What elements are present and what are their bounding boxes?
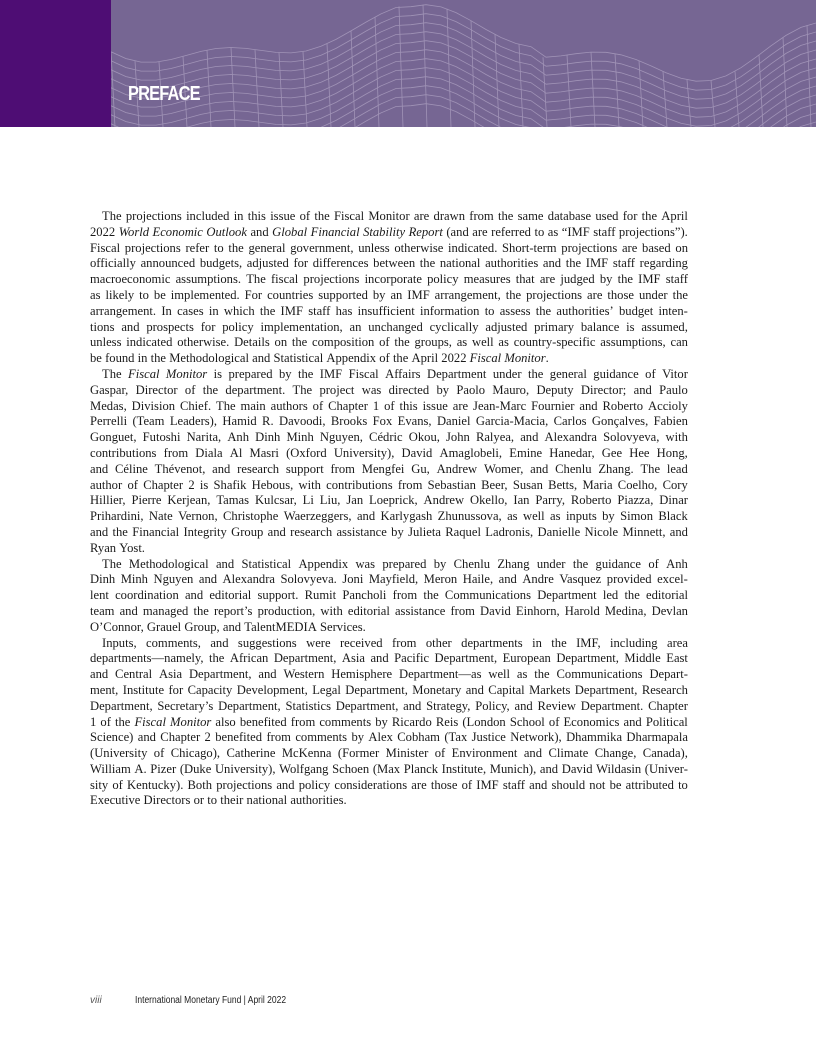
text-line: Dinh Minh Nguyen and Alexandra Solovyeva. Joni Mayfield, Meron Haile, and Andre Vasquez provided excel- <box>90 572 688 587</box>
text-line: be found in the Methodological and Statistical Appendix of the April 2022 Fiscal Monitor. <box>90 351 549 366</box>
paragraph <box>90 367 688 557</box>
wireframe-mesh-graphic <box>111 0 816 127</box>
text-line: lent coordination and editorial support. Rumit Pancholi from the Communications Department led the editorial <box>90 588 688 603</box>
text-line: sity of Kentucky). Both projections and policy considerations are those of IMF staff and should not be attributed to <box>90 777 688 792</box>
text-line: officially announced budgets, adjusted for differences between the national authorities and the IMF staff regarding <box>90 256 688 271</box>
text-line: Department, Secretary’s Department, Statistics Department, and Strategy, Policy, and Review Department. Chapter <box>90 698 688 713</box>
text-line: as likely to be implemented. For countries supported by an IMF arrangement, the projections are those under the <box>90 287 688 302</box>
footer-source: International Monetary Fund | April 2022 <box>135 995 287 1006</box>
text-line: arrangement. In cases in which the IMF staff has insufficient information to assess the authorities’ budget inten- <box>90 303 688 318</box>
text-line: Ryan Yost. <box>90 540 145 555</box>
page-footer <box>90 995 390 1009</box>
text-line: and Céline Thévenot, and research support from Mengfei Gu, Andrew Womer, and Chenlu Zhang. The lead <box>90 461 688 476</box>
text-line: contributions from Diala Al Masri (Oxford University), David Amaglobeli, Emine Hanedar, Gee Hee Hong, <box>90 445 688 460</box>
paragraph <box>90 209 688 367</box>
text-line: Inputs, comments, and suggestions were received from other departments in the IMF, including area <box>102 635 688 650</box>
text-line: William A. Pizer (Duke University), Wolfgang Schoen (Max Planck Institute, Munich), and David Wildasin (Univer- <box>90 761 688 776</box>
text-line: team and managed the report’s production, with editorial assistance from David Einhorn, Harold Medina, Devlan <box>90 603 688 618</box>
text-line: and the Financial Integrity Group and research assistance by Julieta Raquel Ladronis, Danielle Nicole Minnett, and <box>90 524 688 539</box>
text-line: Gaspar, Director of the department. The project was directed by Paolo Mauro, Deputy Director; and Paulo <box>90 382 688 397</box>
text-line: Gonguet, Futoshi Narita, Anh Dinh Minh Nguyen, Cédric Okou, John Ralyea, and Alexandra Solovyeva, with <box>90 430 688 445</box>
text-line: ment, Institute for Capacity Development, Legal Department, Monetary and Capital Markets Department, Research <box>90 682 688 697</box>
text-line: 2022 World Economic Outlook and Global Financial Stability Report (and are referred to as “IMF staff projections”). <box>90 224 688 239</box>
text-line: departments—namely, the African Department, Asia and Pacific Department, European Department, Middle East <box>90 651 688 666</box>
text-line: Hillier, Pierre Kerjean, Tamas Kulcsar, Li Liu, Jan Loeprick, Andrew Okello, Ian Parry, Roberto Piazza, Dinar <box>90 493 688 508</box>
text-line: and Central Asia Department, and Western Hemisphere Department—as well as the Communications Depart- <box>90 667 688 682</box>
text-line: unless indicated otherwise. Details on the composition of the groups, as well as country-specific assumptions, can <box>90 335 688 350</box>
text-line: macroeconomic assumptions. The fiscal projections incorporate policy measures that are judged by the IMF staff <box>90 272 688 287</box>
page-number: viii <box>90 995 102 1006</box>
text-line: The Methodological and Statistical Appendix was prepared by Chenlu Zhang under the guidance of Anh <box>102 556 688 571</box>
text-line: O’Connor, Grauel Group, and TalentMEDIA Services. <box>90 619 366 634</box>
text-line: Fiscal projections refer to the general government, unless otherwise indicated. Short-term projections are based on <box>90 240 688 255</box>
paragraph <box>90 636 688 810</box>
text-line: The projections included in this issue of the Fiscal Monitor are drawn from the same database used for the April <box>102 209 688 223</box>
paragraph <box>90 557 688 636</box>
text-line: Executive Directors or to their national authorities. <box>90 793 347 808</box>
header-banner <box>0 0 816 127</box>
text-line: Prihardini, Nate Vernon, Christophe Waerzeggers, and Karlygash Zhunussova, as well as inputs by Simon Black <box>90 509 688 524</box>
text-line: author of Chapter 2 is Shafik Hebous, with contributions from Sebastian Beer, Susan Betts, Maria Coelho, Cory <box>90 477 688 492</box>
banner-color-band <box>0 0 111 127</box>
text-line: (University of Chicago), Catherine McKenna (Former Minister of Environment and Climate Change, Canada), <box>90 746 688 761</box>
text-line: Medas, Division Chief. The main authors of Chapter 1 of this issue are Jean-Marc Fournier and Roberto Accioly <box>90 398 688 413</box>
preface-body <box>90 209 688 809</box>
text-line: tions and prospects for policy implementation, an unchanged cyclically adjusted primary balance is assumed, <box>90 319 688 334</box>
page-title: PREFACE <box>128 83 200 105</box>
text-line: 1 of the Fiscal Monitor also benefited from comments by Ricardo Reis (London School of Economics and Political <box>90 714 688 729</box>
text-line: Science) and Chapter 2 benefited from comments by Alex Cobham (Tax Justice Network), Dhammika Dharmapala <box>90 730 688 745</box>
text-line: The Fiscal Monitor is prepared by the IMF Fiscal Affairs Department under the general guidance of Vitor <box>102 366 688 381</box>
text-line: Perrelli (Team Leaders), Hamid R. Davoodi, Brooks Fox Evans, Daniel Garcia-Macia, Carlos Gonçalves, Fabien <box>90 414 688 429</box>
